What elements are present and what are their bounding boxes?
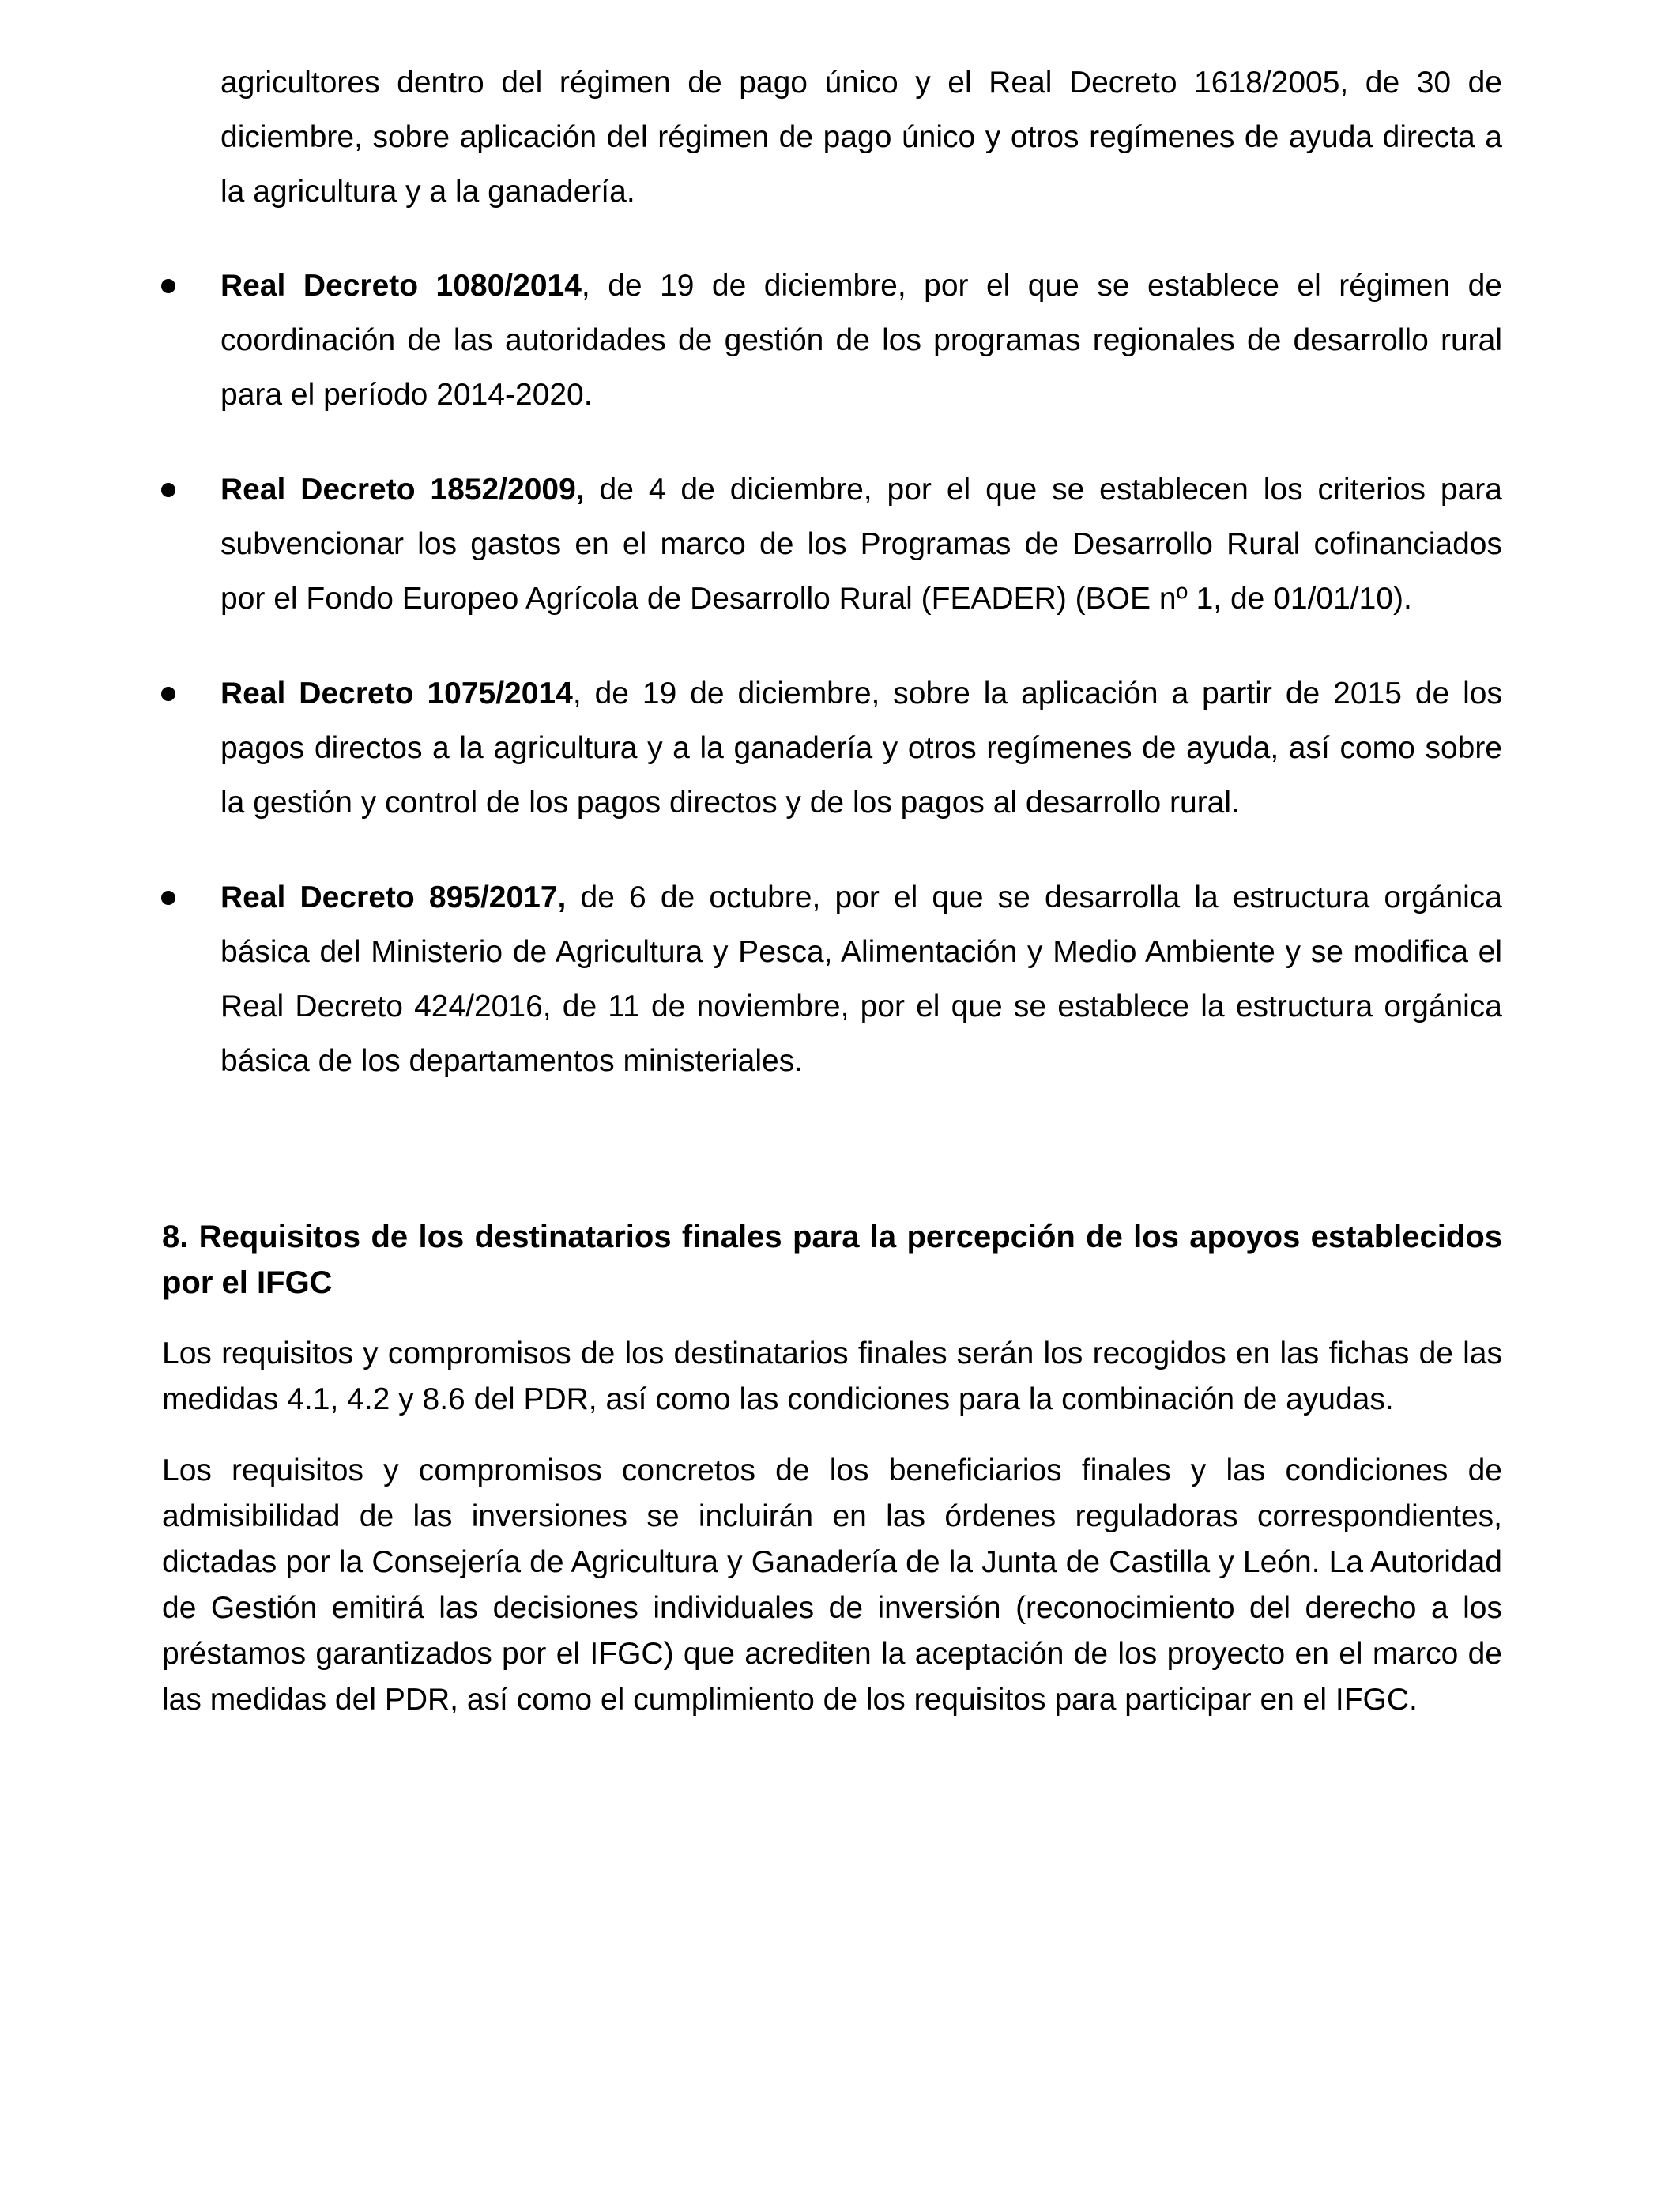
bullet-1-line-3: para el período 2014-2020. (220, 378, 593, 412)
bullet-marker (161, 687, 175, 701)
bullet-2-first-line (220, 474, 1502, 505)
decree-name: Real Decreto 1852/2009, (220, 473, 585, 507)
bullet-marker (161, 483, 175, 497)
bullet-marker (161, 891, 175, 905)
intro-line-3: la agricultura y a la ganadería. (220, 175, 635, 209)
section-heading-line-2: por el IFGC (162, 1265, 333, 1300)
decree-name: Real Decreto 1075/2014 (220, 677, 573, 711)
paragraph-2-line-6: las medidas del PDR, así como el cumplimiento de los requisitos para participar en el IFGC. (162, 1683, 1418, 1717)
bullet-3-first-line (220, 678, 1502, 709)
decree-description: , de 19 de diciembre, por el que se establece el régimen de (581, 269, 1502, 303)
intro-line-1: agricultores dentro del régimen de pago único y el Real Decreto 1618/2005, de 30 de (220, 66, 1502, 100)
paragraph-1-line-2: medidas 4.1, 4.2 y 8.6 del PDR, así como las condiciones para la combinación de ayudas. (162, 1382, 1394, 1416)
intro-line-2: diciembre, sobre aplicación del régimen de pago único y otros regímenes de ayuda directa a (220, 120, 1502, 154)
paragraph-2-line-4: de Gestión emitirá las decisiones individuales de inversión (reconocimiento del derecho a los (162, 1591, 1502, 1625)
bullet-4-line-4: básica de los departamentos ministeriales. (220, 1044, 804, 1078)
paragraph-1-line-1: Los requisitos y compromisos de los destinatarios finales serán los recogidos en las fichas de las (162, 1336, 1502, 1370)
paragraph-2-line-3: dictadas por la Consejería de Agricultura y Ganadería de la Junta de Castilla y León. La Autoridad (162, 1545, 1502, 1579)
paragraph-2-line-2: admisibilidad de las inversiones se incluirán en las órdenes reguladoras correspondientes, (162, 1499, 1502, 1533)
decree-description: , de 19 de diciembre, sobre la aplicación a partir de 2015 de los (572, 677, 1502, 711)
decree-name: Real Decreto 1080/2014 (220, 269, 582, 303)
paragraph-2-line-5: préstamos garantizados por el IFGC) que acrediten la aceptación de los proyecto en el marco de (162, 1637, 1502, 1671)
paragraph-2-line-1: Los requisitos y compromisos concretos de los beneficiarios finales y las condiciones de (162, 1453, 1502, 1487)
bullet-3-line-3: la gestión y control de los pagos directos y de los pagos al desarrollo rural. (220, 786, 1240, 820)
decree-name: Real Decreto 895/2017, (220, 880, 567, 914)
bullet-1-first-line (220, 270, 1502, 301)
section-heading-line-1: 8. Requisitos de los destinatarios finales para la percepción de los apoyos establecidos (162, 1220, 1502, 1254)
bullet-marker (161, 279, 175, 293)
decree-description: de 4 de diciembre, por el que se establecen los criterios para (584, 473, 1502, 507)
bullet-4-first-line (220, 882, 1502, 913)
bullet-3-line-2: pagos directos a la agricultura y a la ganadería y otros regímenes de ayuda, así como sobre (220, 731, 1502, 765)
bullet-4-line-2: básica del Ministerio de Agricultura y Pesca, Alimentación y Medio Ambiente y se modifica el (220, 935, 1502, 969)
bullet-2-line-3: por el Fondo Europeo Agrícola de Desarrollo Rural (FEADER) (BOE nº 1, de 01/01/10). (220, 582, 1412, 616)
bullet-1-line-2: coordinación de las autoridades de gestión de los programas regionales de desarrollo rural (220, 323, 1502, 357)
bullet-2-line-2: subvencionar los gastos en el marco de los Programas de Desarrollo Rural cofinanciados (220, 527, 1502, 561)
decree-description: de 6 de octubre, por el que se desarrolla la estructura orgánica (566, 880, 1502, 914)
bullet-4-line-3: Real Decreto 424/2016, de 11 de noviembre, por el que se establece la estructura orgánica (220, 990, 1502, 1023)
